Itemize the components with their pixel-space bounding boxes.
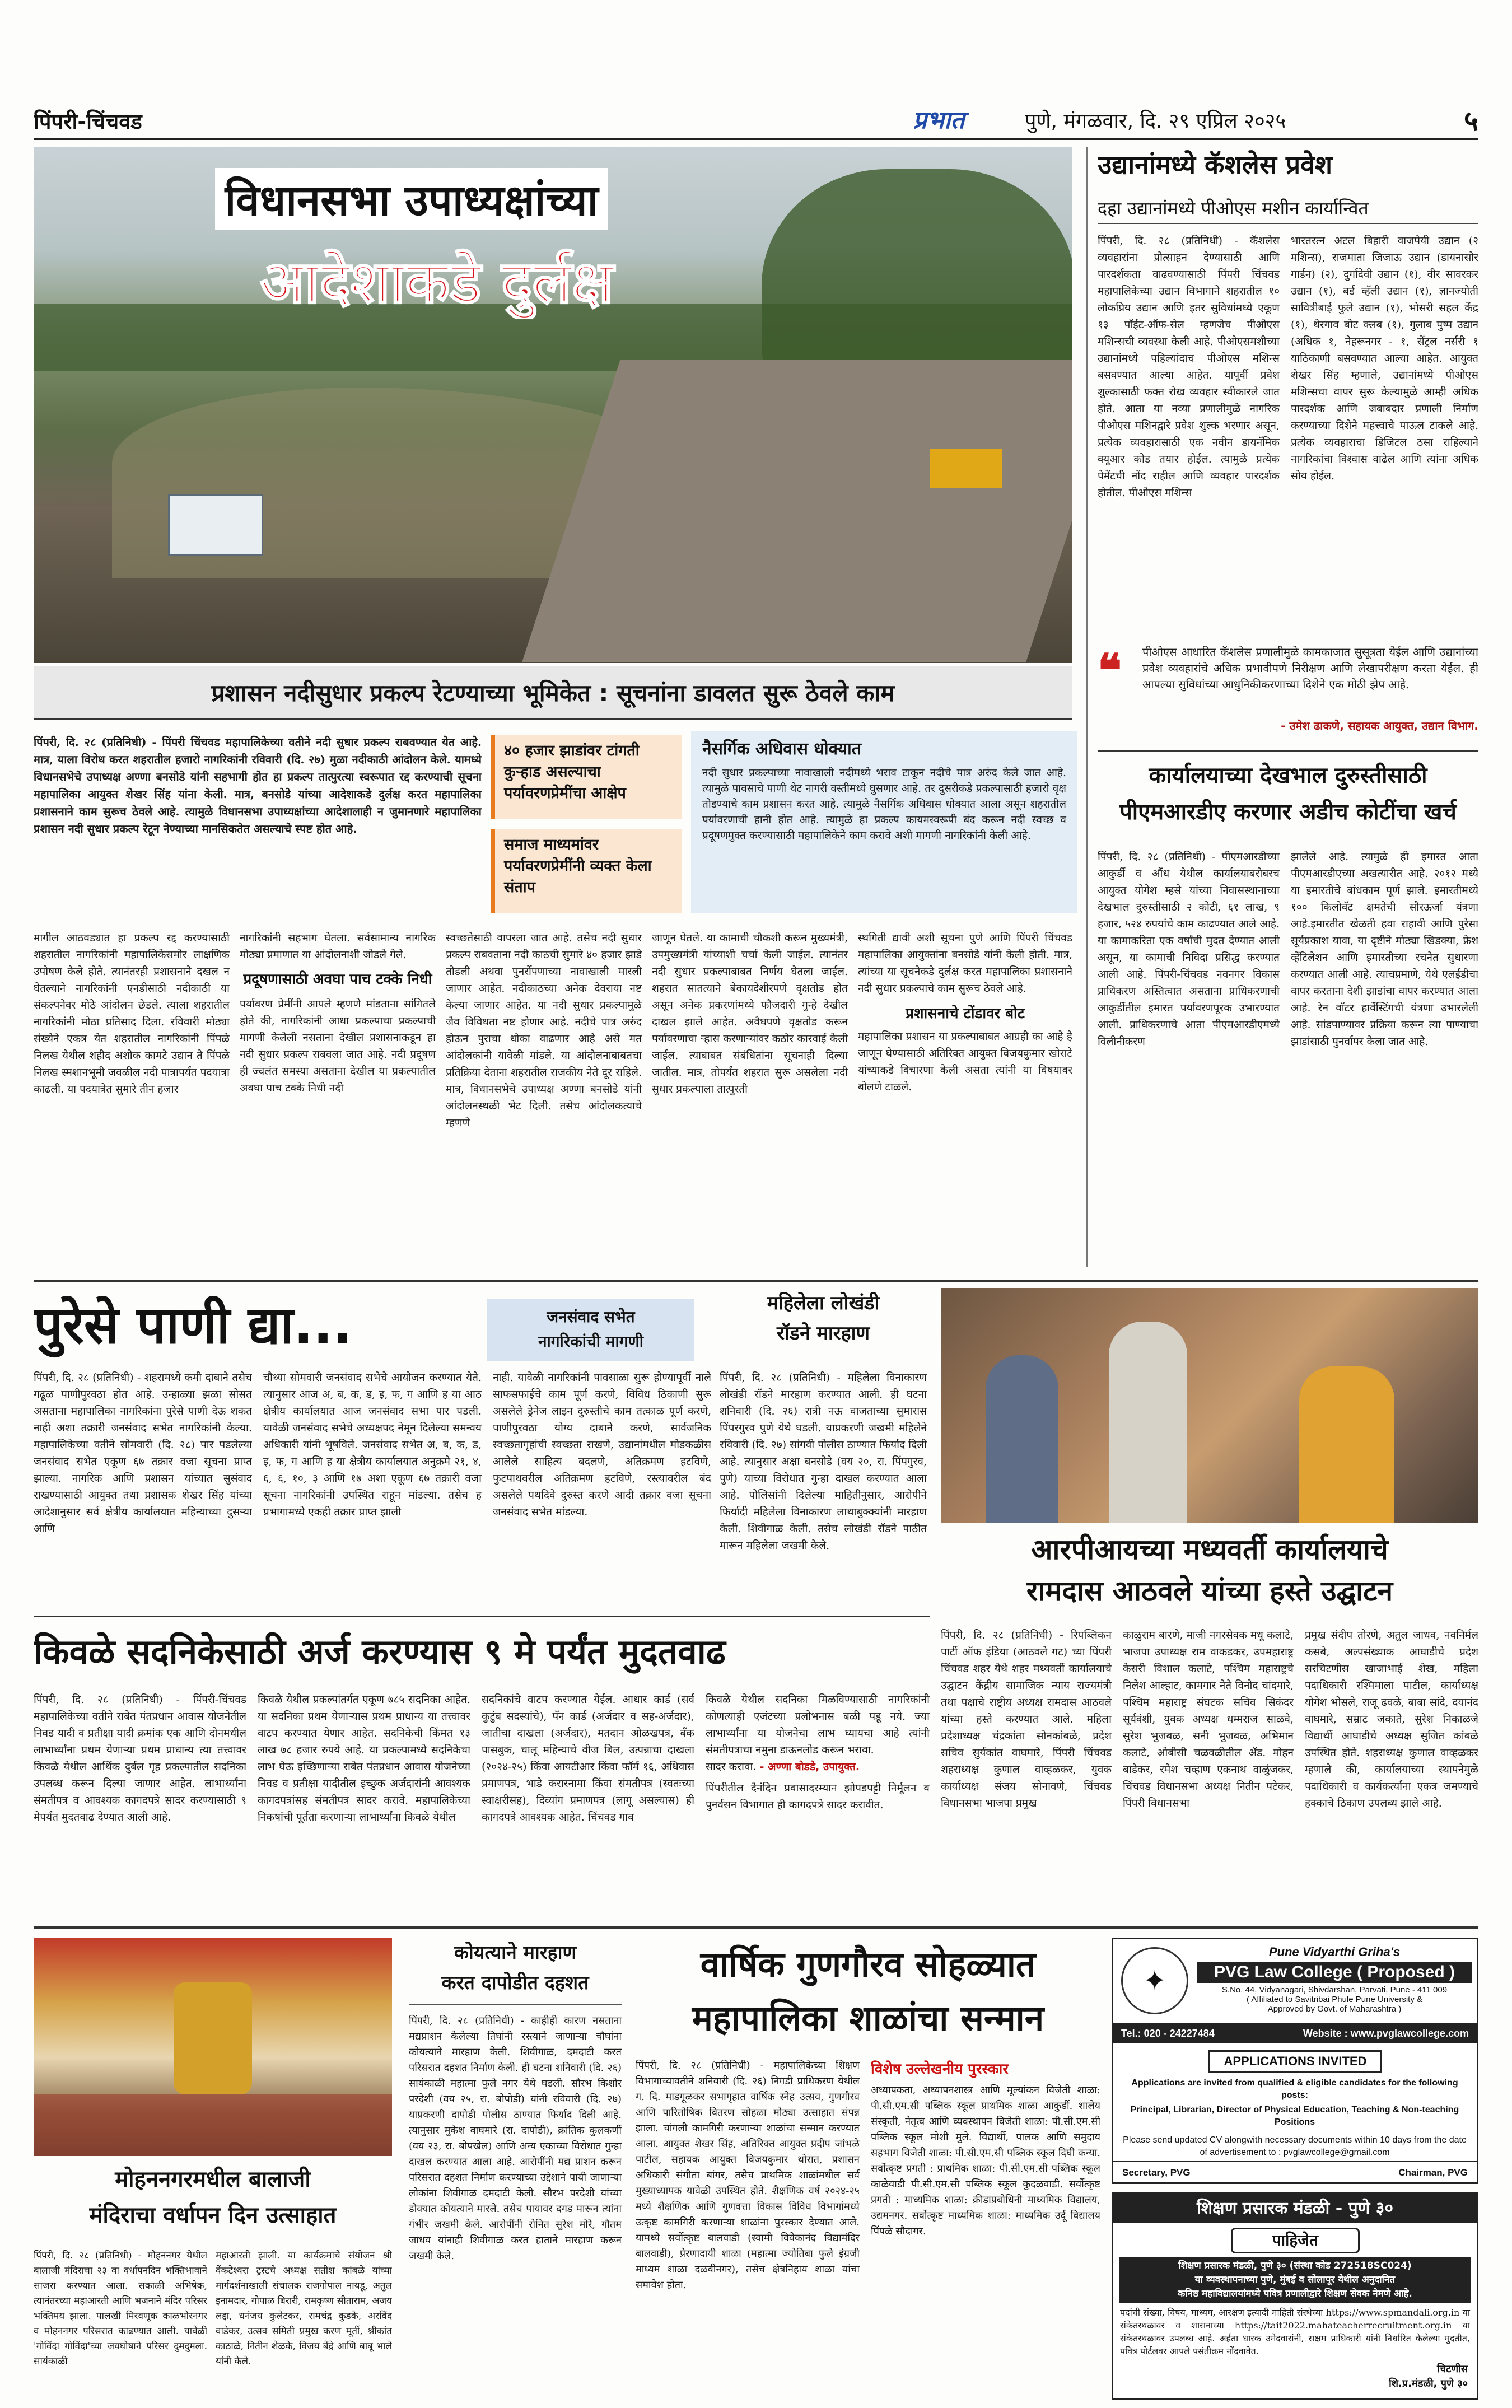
woman-text: पिंपरी, दि. २८ (प्रतिनिधी) - महिलेला विनाकारण लोखंडी रॉडने मारहाण करण्यात आली. ही घटना शनिवारी (दि. २६) रात्री नऊ वाजताच्या सुमारास पिंपरगुरव पुणे येथे घडली. याप्रकरणी जखमी महिलेने रविवारी (दि. २७) सांगवी पोलीस ठाण्यात फिर्याद दिली आहे. त्यानुसार अक्षा बनसोडे (वय २०, रा. पिंपगुरव, पुणे) याच्या विरोधात गुन्हा दाखल करण्यात आला आहे. पोलिसांनी दिलेल्या माहितीनुसार, आरोपीने फिर्यादी महिलेला विनाकारण लाथाबुक्क्यांनी मारहाण केली. शिवीगाळ केली. तसेच लोखंडी रॉडने पाठीत मारून महिलेला जखमी केले. <box>720 1371 927 1552</box>
lead-col5-text-b: महापालिका प्रशासन या प्रकल्पाबाबत आग्रही का आहे हे जाणून घेण्यासाठी अतिरिक्त आयुक्त विजयकुमार खोराटे यांच्याकडे विचारणा केली असता त्यांनी या विषयावर बोलणे टाळले. <box>858 1030 1072 1093</box>
habitat-text: नदी सुधार प्रकल्पाच्या नावाखाली नदीमध्ये भराव टाकून नदीचे पात्र अरुंद केले जात आहे. त्यामुळे पावसाचे पाणी थेट नागरी वस्तीमध्ये घुसणार आहे. तर दुसरीकडे प्रकल्पासाठी हजारो वृक्ष तोडण्याचे काम प्रशासन करत आहे. त्यामुळे नैसर्गिक अधिवास धोक्यात आला असून शहरातील पर्यावरणाची हानी होत आहे. त्यामुळे हा प्रकल्प कायमस्वरूपी बंद करून नदी स्वच्छ व प्रदूषणमुक्त करण्यासाठी महापालिकेने काम करावे अशी मागणी नागरिकांनी केली आहे. <box>702 767 1066 842</box>
pmrda-col1: पिंपरी, दि. २८ (प्रतिनिधी) - पीएमआरडीच्या आकुर्डी व औंध येथील कार्यालयाबरोबरच आयुक्त योगेश म्हसे यांच्या निवासस्थानाच्या देखभाल दुरुस्तीसाठी २ कोटी, ६१ लाख, ९ हजार, ५२४ रुपयांचे काम काढण्यात आले आहे. या कामाकरिता एक वर्षांची मुदत देण्यात आली असून, या कामाची निविदा प्रसिद्ध करण्यात आली आहे. पिंपरी-चिंचवड नवनगर विकास प्राधिकरण अस्तित्वात असताना प्राधिकरणाची आकुर्डीतील इमारत पर्यावरणपूरक उभारण्यात आली. प्राधिकरणाचे आता पीएमआरडीएमध्ये विलीनीकरण <box>1098 851 1280 1048</box>
lead-col4: जाणून घेतले. या कामाची चौकशी करून मुख्यमंत्री, उपमुख्यमंत्री यांच्याशी चर्चा केली जाईल. त्यानंतर नदी सुधार प्रकल्पाबाबत निर्णय घेतला जाईल. शहरात सातत्याने बेकायदेशीरपणे वृक्षतोड होत असून अनेक प्रकरणांमध्ये फौजदारी गुन्हे देखील दाखल झाले आहेत. अवैधपणे वृक्षतोड करून पर्यावरणाचा ऱ्हास करणाऱ्यांवर कठोर कारवाई केली जाईल. त्याबाबत संबंधितांना सूचनाही दिल्या जातील. मात्र, तोपर्यंत शहरात सुरू असलेला नदी सुधार प्रकल्पाला तात्पुरती <box>652 932 848 1095</box>
pvg-addr2: ( Affiliated to Savitribai Phule Pune University & <box>1246 1995 1423 2004</box>
rpi-title-line1: आरपीआयच्या मध्यवर्ती कार्यालयाचे <box>1031 1533 1388 1566</box>
lead-highlight-trees: ४० हजार झाडांवर टांगती कुऱ्हाड असल्याचा पर्यावरणप्रेमींचा आक्षेप <box>491 735 682 819</box>
section-divider <box>34 1926 1478 1929</box>
pvg-secretary: Secretary, PVG <box>1122 2167 1191 2178</box>
section-divider <box>34 1280 1478 1282</box>
pvg-emblem-icon: ✦ <box>1121 1947 1188 2014</box>
crime-headline <box>409 1938 622 2005</box>
pmrda-title-line2: पीएमआरडीए करणार अडीच कोटींचा खर्च <box>1119 799 1457 825</box>
rpi-title-line2: रामदास आठवले यांच्या हस्ते उद्घाटन <box>1026 1575 1393 1607</box>
woman-title-line2: रॉडने मारहाण <box>776 1322 870 1345</box>
spm-tag: पाहिजेत <box>1231 2228 1360 2253</box>
lead-col5 <box>858 930 1072 1266</box>
page-header <box>34 101 1478 140</box>
pvg-tel: Tel.: 020 - 24227484 <box>1121 2028 1215 2039</box>
balaji-col1: पिंपरी, दि. २८ (प्रतिनिधी) - मोहननगर येथील बालाजी मंदिराचा २३ वा वर्धापनदिन भक्तिभावाने साजरा करण्यात आला. सकाळी अभिषेक, त्यानंतरच्या महाआरती आणि भजनाने मंदिर परिसर भक्तिमय झाला. पालखी मिरवणूक काळभोरनगर व मोहननगर परिसरात काढण्यात आली. यावेळी 'गोविंदा गोविंदा'च्या जयघोषाने परिसर दुमदुमला. सायंकाळी <box>34 2250 207 2367</box>
rpi-col2: काळुराम बारणे, माजी नगरसेवक मधू कलाटे, भाजपा उपाध्यक्ष राम वाकडकर, उपमहाराष्ट्र केसरी विशाल कलाटे, पश्चिम महाराष्ट्रचे निलेश आल्हाट, कामगार नेते विनोद चांदमारे, पश्चिम महाराष्ट्र संघटक सचिव सिकंदर सूर्यवंशी, युवक अध्यक्ष धम्मराज साळवे, सुरेश भुजबळ, सनी भुजबळ, अभिमान कलाटे, ओबीसी चळवळीतील ॲड. मोहन बाडेकर, रमेश चव्हाण एकनाथ वाळुंजकर, चिंचवड विधानसभा अध्यक्ष नितीन पटेकर, पिंपरी विधानसभा <box>1123 1629 1294 1809</box>
quote-mark-icon: ❝ <box>1098 644 1122 697</box>
brand-logo: प्रभात <box>913 106 965 134</box>
kiwale-col4-text-a: किवळे येथील सदनिका मिळविण्यासाठी नागरिकांनी कोणत्याही एजंटच्या प्रलोभनास बळी पडू नये. ज्या लाभार्थ्यांना या योजनेचा लाभ घ्यायचा आहे त्यांनी संमतीपत्राचा नमुना डाऊनलोड करून भरावा. <box>706 1693 930 1756</box>
cashless-quote-text: पीओएस आधारित कॅशलेस प्रणालीमुळे कामकाजात सुसूत्रता येईल आणि उद्यानांच्या प्रवेश व्यवहारांचे अधिक प्रभावीपणे निरीक्षण आणि लेखापरीक्षण करता येईल. ही आपल्या सुविधांच्या आधुनिकीकरणाच्या दिशेने एक मोठी झेप आहे. <box>1142 645 1478 691</box>
water-col1: पिंपरी, दि. २८ (प्रतिनिधी) - शहरामध्ये कमी दाबाने तसेच गढूळ पाणीपुरवठा होत आहे. उन्हाळ्या झळा सोसत असताना महापालिका नागरिकांना पुरेसे पाणी देऊ शकत नाही अशा तक्रारी जनसंवाद सभेत नागरिकांनी केल्या. महापालिकेच्या वतीने सोमवारी (दि. २८) पार पडलेल्या जनसंवाद सभेत एकूण ६७ तक्रार वजा सूचना प्राप्त झाल्या. नागरिक आणि प्रशासन यांच्यात सुसंवाद राखण्यासाठी आयुक्त तथा प्रशासक शेखर सिंह यांच्या आदेशानुसार सर्व क्षेत्रीय कार्यालयात महिन्याच्या दुसऱ्या आणि <box>34 1371 252 1535</box>
lead-col2 <box>240 930 436 1266</box>
pvg-college: PVG Law College ( Proposed ) <box>1197 1962 1472 1983</box>
balaji-title-line2: मंदिराचा वर्धापन दिन उत्साहात <box>89 2202 337 2228</box>
schools-title-line2: महापालिका शाळांचा सन्मान <box>692 1998 1044 2038</box>
cashless-col1: पिंपरी, दि. २८ (प्रतिनिधी) - कॅशलेस व्यवहारांना प्रोत्साहन देण्यासाठी आणि पारदर्शकता वाढवण्यासाठी पिंपरी चिंचवड महापालिकेच्या उद्यान विभागाने शहरातील १० लोकप्रिय उद्यान आणि इतर सुविधांमध्ये एकूण १३ पॉईंट-ऑफ-सेल म्हणजेच पीओएस मशिन्सची व्यवस्था केली आहे. पीओएसमशीच्या उद्यानांमध्ये पहिल्यांदाच पीओएस मशिन्स बसवण्यात आल्या आहेत. यापूर्वी प्रवेश शुल्कासाठी फक्त रोख व्यवहार स्वीकारले जात होते. आता या नव्या प्रणालीमुळे नागरिक पीओएस मशिनद्वारे प्रवेश शुल्क भरणार असून, प्रत्येक व्यवहारासाठी एक नवीन डायनॅमिक क्यूआर कोड तयार होईल. त्यामुळे प्रत्येक पेमेंटची नोंद राहील आणि व्यवहार पारदर्शक होतील. पीओएस मशिन्स <box>1098 235 1280 499</box>
lead-col2-text-a: नागरिकांनी सहभाग घेतला. सर्वसामान्य नागरिक मोठ्या प्रमाणात या आंदोलनाशी जोडले गेले. <box>240 932 436 961</box>
balaji-title-line1: मोहननगरमधील बालाजी <box>115 2167 311 2192</box>
kiwale-col4-quote-end: सादर करावा. <box>706 1761 757 1773</box>
habitat-title: नैसर्गिक अधिवास धोक्यात <box>702 739 861 759</box>
spm-line3: कनिष्ठ महाविद्यालयांमध्ये पवित्र प्रणालीद्वारे शिक्षण सेवक नेमणे आहे. <box>1178 2288 1412 2299</box>
lead-col5-text-a: स्थगिती द्यावी अशी सूचना पुणे आणि पिंपरी चिंचवड महापालिका आयुक्तांना बनसोडे यांनी केली होती. मात्र, त्यांच्या या सूचनेकडे दुर्लक्ष करत महापालिका प्रशासनाने नदी सुधार प्रकल्पाचे काम सुरूच ठेवले आहे. <box>858 932 1072 995</box>
water-tag-line2: नागरिकांची मागणी <box>538 1332 644 1351</box>
lead-title-line1: विधानसभा उपाध्यक्षांच्या <box>215 168 609 230</box>
column-rule <box>1086 147 1088 1267</box>
schools-awards <box>871 2058 1100 2400</box>
water-title: पुरेसे पाणी द्या... <box>34 1295 353 1355</box>
kiwale-quote-by: - अण्णा बोडडे, उपायुक्त. <box>759 1761 860 1773</box>
balaji-photo <box>34 1938 392 2156</box>
pvg-line3: Please send updated CV alongwith necessary documents within 10 days from the date of advertisement to : pvglawcollege@gmail.com <box>1123 2135 1467 2157</box>
kiwale-col3: सदनिकांचे वाटप करण्यात येईल. आधार कार्ड (सर्व कुटुंब सदस्यांचे), पॅन कार्ड (अर्जदार व सह-अर्जदार), जातीचा दाखला (अर्जदार), मतदान ओळखपत्र, बँक पासबुक, चालू महिन्याचे वीज बिल, उत्पन्नाचा दाखला (२०२४-२५) किंवा आयटीआर किंवा फॉर्म १६, अधिवास प्रमाणपत्र, भाडे करारनामा किंवा संमतीपत्र (स्वतःच्या स्वाक्षरीसह), दिव्यांग प्रमाणपत्र (लागू असल्यास) ही कागदपत्रे आवश्यक आहेत. चिंचवड गाव <box>482 1693 694 1823</box>
crime-title-line2: करत दापोडीत दहशत <box>441 1972 589 1994</box>
schools-award-title: विशेष उल्लेखनीय पुरस्कार <box>871 2061 1009 2078</box>
woman-title-line1: महिलेला लोखंडी <box>767 1292 880 1314</box>
water-tag-line1: जनसंवाद सभेत <box>547 1308 635 1326</box>
lead-caption: प्रशासन नदीसुधार प्रकल्प रेटण्याच्या भूमिकेत : सूचनांना डावलत सुरू ठेवले काम <box>34 666 1072 720</box>
lead-col3: स्वच्छतेसाठी वापरला जात आहे. तसेच नदी सुधार प्रकल्प राबवताना नदी काठची सुमारे ४० हजार झाडे तोडली अथवा पुनर्रोपणाच्या नावाखाली मारली जाणार आहेत. नदीकाठच्या अनेक देवराया नष्ट केल्या जाणार आहेत. या नदी सुधार प्रकल्पामुळे जैव विविधता नष्ट होणार आहे. नदीचे पात्र अरुंद होऊन पुराचा धोका वाढणार आहे असे मत आंदोलकांनी यावेळी मांडले. या आंदोलनाबाबतचा प्रतिक्रिया देताना शहरातील राजकीय नेते दूर राहिले. मात्र, विधानसभेचे उपाध्यक्ष अण्णा बनसोडे यांनी आंदोलनस्थळी भेट दिली. तसेच आंदोलकत्याचे म्हणणे <box>446 932 642 1129</box>
kiwale-col2: किवळे येथील प्रकल्पांतर्गत एकूण ७८५ सदनिका आहेत. या सदनिका प्रथम येणाऱ्यास प्रथम प्राधान्य या तत्त्वावर वाटप करण्यात येणार आहेत. सदनिकेची किंमत १३ लाख ७८ हजार रुपये आहे. या प्रकल्पामध्ये सदनिकेचा लाभ घेऊ इच्छिणाऱ्या राबेत पंतप्रधान आवास योजनेच्या निवड व प्रतीक्षा यादीतील इच्छुक अर्जदारांनी आवश्यक कागदपत्रांसह संमतीपत्र सादर करावे. महापालिकेच्या निकषांची पूर्तता करणाऱ्या लाभार्थ्यांना किवळे येथील <box>258 1693 470 1823</box>
lead-title-line2: आदेशाकडे दुर्लक्ष <box>260 248 614 316</box>
rpi-headline <box>941 1529 1478 1618</box>
water-col2: चौथ्या सोमवारी जनसंवाद सभेचे आयोजन करण्यात येते. त्यानुसार आज अ, ब, क, ड, इ, फ, ग आणि ह या आठ क्षेत्रीय कार्यालयात आज जनसंवाद सभा पार पडली. यावेळी जनसंवाद सभेचे अध्यक्षपद नेमून दिलेल्या समन्वय अधिकारी यांनी भूषविले. जनसंवाद सभेत अ, ब, क, ड, इ, फ, ग आणि ह या क्षेत्रीय कार्यालयात अनुक्रमे २१, ४, ६, ६, १०, ३ आणि १७ अशा एकूण ६७ तक्रारी वजा सूचना नागरिकांनी उपस्थित राहून मांडल्या. तसेच ह प्रभागामध्ये एकही तक्रार प्राप्त झाली <box>263 1371 482 1518</box>
pvg-advertisement <box>1112 1938 1478 2184</box>
pvg-website: Website : www.pvglawcollege.com <box>1303 2028 1469 2039</box>
schools-award-list: अध्यापकता, अध्यापनशास्त्र आणि मूल्यांकन विजेती शाळा: पी.सी.एम.सी पब्लिक स्कूल प्राथमिक शाळा आकुर्डी. शालेय संस्कृती, नेतृत्व आणि व्यवस्थापन विजेती शाळा: पी.सी.एम.सी पब्लिक स्कूल मोशी मुले. विद्यार्थी, पालक आणि समुदाय सहभाग विजेती शाळा: पी.सी.एम.सी पब्लिक स्कूल दिघी कन्या. सर्वोत्कृष्ट प्रगती : प्राथमिक शाळा: पी.सी.एम.सी पब्लिक स्कूल काळेवाडी पी.सी.एम.सी पब्लिक स्कूल कुदळवाडी. सर्वोत्कृष्ट प्रगती : माध्यमिक शाळा: क्रीडाप्रबोधिनी माध्यमिक विद्यालय, उद्यमनगर. सर्वोत्कृष्ट माध्यमिक शाळा: माध्यमिक उर्दू विद्यालय पिंपळे सौदागर. <box>871 2084 1100 2237</box>
section-divider <box>34 1616 930 1617</box>
kiwale-col1: पिंपरी, दि. २८ (प्रतिनिधी) - पिंपरी-चिंचवड महापालिकेच्या वतीने राबेत पंतप्रधान आवास योजनेतील निवड यादी व प्रतीक्षा यादी क्रमांक एक आणि दोनमधील लाभार्थ्यांना प्रथम येणाऱ्या प्रथम प्राधान्य त्या तत्त्वावर किवळे येथील आर्थिक दुर्बल गृह प्रकल्पातील सदनिका उपलब्ध करून दिल्या जाणार आहेत. लाभार्थ्यांना संमतीपत्र व आवश्यक कागदपत्रे सादर करण्यासाठी ९ मेपर्यंत मुदतवाढ देण्यात आली आहे. <box>34 1693 246 1823</box>
pvg-banner: APPLICATIONS INVITED <box>1208 2050 1382 2073</box>
spm-line2: या व्यवस्थापनाच्या पुणे, मुंबई व सोलापूर येथील अनुदानित <box>1194 2274 1396 2285</box>
lead-title-line1-wrap <box>129 168 694 230</box>
pvg-chairman: Chairman, PVG <box>1398 2167 1468 2178</box>
cashless-subtitle: दहा उद्यानांमध्ये पीओएस मशीन कार्यान्वित <box>1098 196 1478 224</box>
water-tag <box>487 1299 694 1361</box>
cashless-title: उद्यानांमध्ये कॅशलेस प्रवेश <box>1098 150 1332 180</box>
spm-body: पदांची संख्या, विषय, माध्यम, आरक्षण इत्यादी माहिती संस्थेच्या https://www.spmandali.org.in या संकेतस्थळावर व शासनाच्या https://tait2022.mahateacherrecruitment.org.in या संकेतस्थळावर उपलब्ध आहे. अर्हता धारक उमेदवारांनी, सक्षम प्राधिकारी यांनी निर्धारित केलेल्या मुदतीत, पवित्र पोर्टलवर आपले पसंतीक्रम नोंदवावेत. <box>1120 2307 1470 2356</box>
balaji-headline <box>34 2162 392 2240</box>
woman-headline <box>720 1288 927 1361</box>
lead-col1: मागील आठवड्यात हा प्रकल्प रद्द करण्यासाठी शहरातील नागरिकांनी महापालिकेसमोर लाक्षणिक उपोषण केले होते. त्यानंतरही प्रशासनाने दखल न घेतल्याने नागरिकांनी एनडीसाठी नदीकाठी या संकल्पनेवर मोठे आंदोलन छेडले. त्याला शहरातील नागरिकांनी मोठा प्रतिसाद दिला. रविवारी मोठ्या संख्येने एकत्र येत शहरातील नागरिकांनी पिंपळे निलख येथील शहीद अशोक कामटे उद्यान ते पिंपळे निलख स्मशानभूमी जवळील नदी पात्रापर्यंत पदयात्रा काढली. या पदयात्रेत सुमारे तीन हजार <box>34 932 230 1095</box>
schools-title-line1: वार्षिक गुणगौरव सोहळ्यात <box>700 1944 1036 1985</box>
cashless-quote <box>1098 644 1478 739</box>
pvg-addr3: Approved by Govt. of Maharashtra ) <box>1267 2004 1402 2014</box>
schools-col1: पिंपरी, दि. २८ (प्रतिनिधी) - महापालिकेच्या शिक्षण विभागाच्यावतीने शनिवारी (दि. २६) निगडी प्राधिकरण येथील ग. दि. माडगूळकर सभागृहात वार्षिक स्नेह उत्सव, गुणगौरव आणि पारितोषिक वितरण सोहळा मोठ्या उत्साहात संपन्न झाला. चांगली कामगिरी करणाऱ्या शाळांचा सन्मान करण्यात आला. आयुक्त शेखर सिंह, अतिरिक्त आयुक्त प्रदीप जांभळे पाटील, सहायक आयुक्त विजयकुमार थोरात, प्रशासन अधिकारी संगीता बांगर, तसेच प्राथमिक शाळांमधील सर्व मुख्याध्यापक यावेळी उपस्थित होते. शैक्षणिक वर्ष २०२४-२५ मध्ये शैक्षणिक आणि गुणवत्ता विकास विविध विभागांमध्ये उत्कृष्ट कामगिरी करणाऱ्या शाळांना पुरस्कार देण्यात आले. यामध्ये सर्वोत्कृष्ट बालवाडी (स्वामी विवेकानंद विद्यामंदिर बालवाडी), प्रेरणादायी शाळा (महात्मा ज्योतिबा फुले इंग्रजी माध्यम शाळा दळवीनगर), तसेच क्षेत्रनिहाय शाळा यांचा समावेश होता. <box>636 2060 860 2291</box>
lead-col2-subhead: प्रदूषणासाठी अवघा पाच टक्के निधी <box>243 971 432 988</box>
rpi-photo <box>941 1288 1478 1523</box>
lead-highlight-social: समाज माध्यमांवर पर्यावरणप्रेमींनी व्यक्त केला संताप <box>491 829 682 913</box>
pmrda-headline <box>1098 750 1478 840</box>
kiwale-col4 <box>706 1691 930 1915</box>
spm-advertisement <box>1112 2192 1478 2400</box>
water-col3: नाही. यावेळी नागरिकांनी पावसाळा सुरू होण्यापूर्वी नाले साफसफाईचे काम पूर्ण करणे, विविध ठिकाणी सुरू असलेले ड्रेनेज लाइन दुरुस्तीचे काम तत्काळ पूर्ण करणे, पाणीपुरवठा योग्य दाबाने करणे, सार्वजनिक स्वच्छतागृहांची स्वच्छता राखणे, उद्यानांमधील मोडकळीस आलेले साहित्य बदलणे, अतिक्रमण हटविणे, फुटपाथवरील अतिक्रमण हटविणे, रस्त्यावरील बंद असलेले पथदिवे दुरुस्त करणे आदी तक्रार वजा सूचना जनसंवाद सभेत मांडल्या. <box>493 1371 711 1518</box>
page-number: ५ <box>1464 105 1478 137</box>
spm-sign1: चिटणीस <box>1436 2363 1468 2375</box>
pmrda-col2: झालेले आहे. त्यामुळे ही इमारत आता पीएमआरडीएच्या अखत्यारीत आहे. २०१२ मध्ये या इमारतीचे बांधकाम पूर्ण झाले. इमारतीमध्ये १०० किलोवॅट क्षमतेची सौरऊर्जा यंत्रणा आहे.इमारतीत खेळती हवा राहावी आणि पुरेसा सूर्यप्रकाश यावा, या दृष्टीने मोठ्या खिडक्या, फ्रेश व्हेंटिलेशन आणि इमारतीच्या रचनेत सुधारणा करण्यात आली आहे. त्याचप्रमाणे, येथे एलईडीचा वापर करताना देशी झाडांचा वापर करण्यात आला आहे. रेन वॉटर हार्वेस्टिंगची यंत्रणा उभारलेली आहे. सांडपाण्यावर प्रक्रिया करून त्या पाण्याचा झाडांसाठी पुनर्वापर केला जात आहे. <box>1291 851 1478 1048</box>
crime-text: पिंपरी, दि. २८ (प्रतिनिधी) - काहीही कारण नसताना मद्यप्राशन केलेल्या तिघांनी रस्त्याने जाणाऱ्या चौघांना कोयत्याने मारहाण केली. शिवीगाळ, दमदाटी करत परिसरात दहशत निर्माण केली. ही घटना शनिवारी (दि. २६) सायंकाळी महात्मा फुले नगर येथे घडली. सौरभ किशोर परदेशी (वय २५, रा. बोपोडी) यांनी रविवारी (दि. २७) याप्रकरणी दापोडी पोलीस ठाण्यात फिर्याद दिली आहे. त्यानुसार मुकेश वाघमारे (रा. दापोडी), क्रांतिक कुलकर्णी (वय २३, रा. बोपखेल) आणि अन्य एकाच्या विरोधात गुन्हा दाखल करण्यात आला आहे. आरोपींनी मद्य प्राशन करून परिसरात दहशत निर्माण करण्याच्या उद्देशाने पायी जाणाऱ्या लोकांना शिवीगाळ दमदाटी केली. सौरभ परदेशी यांच्या डोक्यात कोयत्याने मारले. तसेच पायावर दगड मारून त्यांना गंभीर जखमी केले. आरोपींनी रोनित सुरेश मोरे, गौतम जाधव यांनाही शिवीगाळ करत हाताने मारहाण करून जखमी केले. <box>409 2015 622 2262</box>
spm-head: शिक्षण प्रसारक मंडळी - पुणे ३० <box>1113 2194 1477 2223</box>
section-name: पिंपरी-चिंचवड <box>34 109 142 134</box>
habitat-box <box>691 731 1077 913</box>
rpi-col3: प्रमुख संदीप तोरणे, अतुल जाधव, नवनिर्मल कसबे, अल्पसंख्याक आघाडीचे प्रदेश सरचिटणीस खाजाभाई शेख, महिला पदाधिकारी रश्मिमाला पाटील, कार्याध्यक्ष योगेश भोसले, राजू ढवळे, बाबा सांदे, दयानंद वाघमारे, सम्राट जकाते, सुरेश निकाळजे विद्यार्थी आघाडीचे अध्यक्ष सुजित कांबळे उपस्थित होते. शहराध्यक्ष कुणाल वाव्हळकर म्हणाले की, कार्यालयाच्या स्थापनेमुळे पदाधिकारी व कार्यकर्त्यांना एकत्र जमण्याचे हक्काचे ठिकाण उपलब्ध झाले आहे. <box>1305 1629 1478 1809</box>
spm-line1: शिक्षण प्रसारक मंडळी, पुणे ३० (संस्था कोड 272518SC024) <box>1178 2260 1412 2271</box>
pvg-line1: Applications are invited from qualified & eligible candidates for the following posts: <box>1131 2078 1458 2100</box>
lead-intro: पिंपरी, दि. २८ (प्रतिनिधी) - पिंपरी चिंचवड महापालिकेच्या वतीने नदी सुधार प्रकल्प राबवण्यात येत आहे. मात्र, याला विरोध करत शहरातील हजारो नागरिकांनी रविवारी (दि. २७) मुळा नदीकाठी आंदोलन केले. यामध्ये विधानसभेचे उपाध्यक्ष अण्णा बनसोडे यांनी सहभागी होत हा प्रकल्प तात्पुरत्या स्वरूपात रद्द करण्याची सूचना महापालिका आयुक्त शेखर सिंह यांना केली. मात्र, बनसोडे यांच्या आदेशाकडे दुर्लक्ष करत महापालिका प्रशासनाने काम सुरूच ठेवले आहे. त्यामुळे विधानसभा उपाध्यक्षांच्या आदेशालाही न जुमानणारे महापालिका प्रशासन नदी सुधार प्रकल्प रेटून नेण्याच्या मानसिकतेत असल्याचे स्पष्ट होत आहे. <box>34 735 482 836</box>
cashless-col2: भारतरत्न अटल बिहारी वाजपेयी उद्यान (२ मशिन्स), राजमाता जिजाऊ उद्यान (डायनासोर गार्डन) (२), दुर्गादेवी उद्यान (१), वीर सावरकर उद्यान (१), बर्ड व्हॅली उद्यान (१), ज्ञानज्योती सावित्रीबाई फुले उद्यान (१), भोसरी सहल केंद्र (१), थेरगाव बोट क्लब (१), गुलाब पुष्प उद्यान (अधिक १, नेहरूनगर - १, सेंट्रल नर्सरी १ याठिकाणी बसवण्यात आल्या आहेत. आयुक्त शेखर सिंह म्हणाले, उद्यानांमध्ये पीओएस मशिन्सचा वापर सुरू केल्यामुळे आम्ही अधिक पारदर्शक आणि जबाबदार प्रणाली निर्माण करण्याच्या दिशेने महत्त्वाचे पाऊल टाकले आहे. प्रत्येक व्यवहाराचा डिजिटल ठसा राहिल्याने नागरिकांचा विश्वास वाढेल आणि त्यांना अधिक सोय होईल. <box>1291 235 1478 482</box>
pvg-addr1: S.No. 44, Vidyanagari, Shivdarshan, Parvati, Pune - 411 009 <box>1221 1985 1448 1995</box>
kiwale-col4-text-b: पिंपरीतील दैनंदिन प्रवासादरम्यान झोपडपट्टी निर्मूलन व पुनर्वसन विभागात ही कागदपत्रे सादर करावीत. <box>706 1782 930 1811</box>
lead-col2-text-b: पर्यावरण प्रेमींनी आपले म्हणणे मांडताना सांगितले होते की, नागरिकांनी आधा प्रकल्पाचा प्रकल्पाची मागणी केलेली नसताना देखील प्रशासनाकडून हा नदी सुधार प्रकल्प राबवला जात आहे. नदी प्रदूषण ही ज्वलंत समस्या असताना देखील या प्रकल्पातील अवघा पाच टक्के निधी नदी <box>240 998 436 1094</box>
kiwale-title: किवळे सदनिकेसाठी अर्ज करण्यास ९ मे पर्यंत मुदतवाढ <box>34 1631 726 1672</box>
balaji-col2: महाआरती झाली. या कार्यक्रमाचे संयोजन श्री वेंकटेश्वरा ट्रस्टचे अध्यक्ष सतीश कांबळे यांच्या मार्गदर्शनाखाली संचालक राजगोपाल नायडू, अतुल इनामदार, गोपाळ बिरारी, रामकृष्ण सीताराम, अजय लद्दा, धनंजय कुलेटकर, रामचंद्र कुडके, अरविंद वाडेकर, उत्सव समिती प्रमुख करण मूर्ती, श्रीकांत काठाळे, नितीन शेळके, विजय बेंद्रे आणि बाबू भाले यांनी केले. <box>216 2250 392 2367</box>
rpi-col1: पिंपरी, दि. २८ (प्रतिनिधी) - रिपब्लिकन पार्टी ऑफ इंडिया (आठवले गट) च्या पिंपरी चिंचवड शहर येथे शहर मध्यवर्ती कार्यालयाचे उद्घाटन केंद्रीय सामाजिक न्याय राज्यमंत्री तथा पक्षाचे राष्ट्रीय अध्यक्ष रामदास आठवले यांच्या हस्ते करण्यात आले. महिला प्रदेशाध्यक्ष चंद्रकांता सोनकांबळे, प्रदेश सचिव सुर्यकांत वाघमारे, पिंपरी चिंचवड शहराध्यक्ष कुणाल वाव्हळकर, युवक कार्याध्यक्ष संजय सोनावणे, चिंचवड विधानसभा भाजपा प्रमुख <box>941 1629 1112 1809</box>
pmrda-title-line1: कार्यालयाच्या देखभाल दुरुस्तीसाठी <box>1149 763 1427 788</box>
lead-title-line2-wrap <box>129 241 745 319</box>
schools-headline <box>636 1938 1100 2050</box>
crime-title-line1: कोयत्याने मारहाण <box>454 1942 577 1964</box>
pvg-org: Pune Vidyarthi Griha's <box>1268 1945 1401 1959</box>
spm-sign2: शि.प्र.मंडळी, पुणे ३० <box>1389 2378 1468 2390</box>
issue-date: पुणे, मंगळवार, दि. २९ एप्रिल २०२५ <box>1025 110 1286 133</box>
cashless-quote-by: - उमेश ढाकणे, सहायक आयुक्त, उद्यान विभाग. <box>1281 719 1478 732</box>
pvg-line2: Principal, Librarian, Director of Physical Education, Teaching & Non-teaching Positions <box>1130 2105 1459 2127</box>
lead-col5-subhead: प्रशासनाचे टोंडावर बोट <box>906 1005 1025 1022</box>
